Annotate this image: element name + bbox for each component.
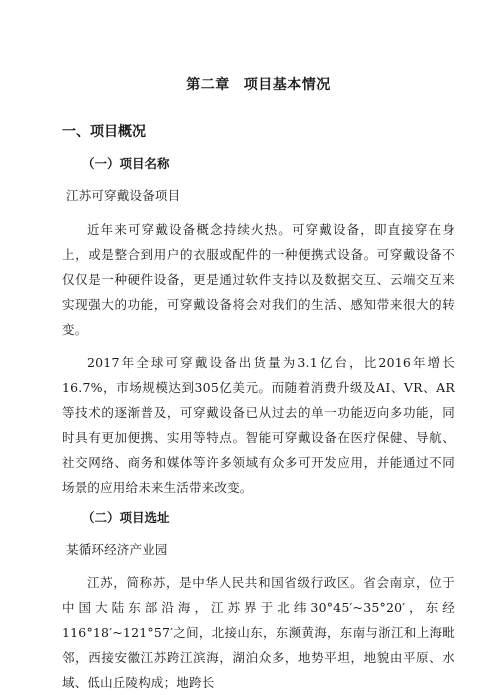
chapter-number: 第二章 bbox=[186, 77, 230, 93]
project-name-text: 江苏可穿戴设备项目 bbox=[66, 188, 181, 203]
subsection-heading-project-name: （一）项目名称 bbox=[82, 156, 170, 171]
intro-paragraph: 近年来可穿戴设备概念持续火热。可穿戴设备，即直接穿在身上，或是整合到用户的衣服或配件的一种便携式设备。可穿戴设备不仅仅是一种硬件设备，更是通过软件支持以及数据交互、云端交互来实现强大的功能，可穿戴设备将会对我们的生活、感知带来很大的转变。 bbox=[62, 222, 455, 337]
project-site-text: 某循环经济产业园 bbox=[66, 542, 168, 557]
section-heading-overview: 一、项目概况 bbox=[62, 124, 146, 140]
subsection-heading-project-site: （二）项目选址 bbox=[82, 510, 170, 525]
market-paragraph: 2017年全球可穿戴设备出货量为3.1亿台，比2016年增长16.7%，市场规模达到305亿美元。而随着消费升级及AI、VR、AR等技术的逐渐普及，可穿戴设备已从过去的单一功能迈向多功能，同时具有更加便携、实用等特点。智能可穿戴设备在医疗保健、导航、社交网络、商务和媒体等许多领域有众多可开发应用，并能通过不同场景的应用给未来生活带来改变。 bbox=[62, 355, 455, 495]
chapter-title bbox=[62, 0, 455, 94]
jiangsu-paragraph: 江苏，简称苏，是中华人民共和国省级行政区。省会南京，位于中国大陆东部沿海，江苏界于北纬30°45′~35°20′，东经116°18′~121°57′之间，北接山东，东濒黄海，东南与浙江和上海毗邻，西接安徽江苏跨江滨海，湖泊众多，地势平坦，地貌由平原、水域、低山丘陵构成；地跨长 bbox=[62, 575, 455, 690]
chapter-name: 项目基本情况 bbox=[243, 77, 331, 93]
